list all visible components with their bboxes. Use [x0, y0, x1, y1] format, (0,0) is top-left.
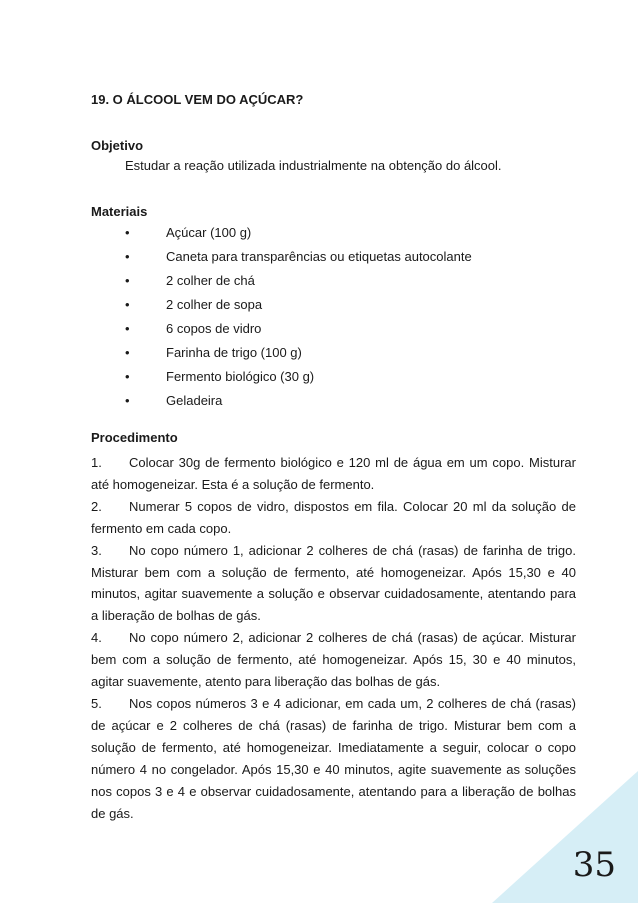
procedure-step	[91, 540, 576, 628]
bullet-icon: •	[125, 369, 130, 384]
page-number: 35	[572, 845, 616, 885]
material-label: Geladeira	[166, 393, 223, 408]
bullet-icon: •	[125, 345, 130, 360]
corner-decoration	[492, 771, 638, 903]
material-label: 6 copos de vidro	[166, 321, 262, 336]
page-title: 19. O ÁLCOOL VEM DO AÇÚCAR?	[91, 92, 304, 107]
procedure-step	[91, 627, 576, 693]
step-text: No copo número 1, adicionar 2 colheres de chá (rasas) de farinha de trigo. Misturar bem com a solução de fermento, até homogeneizar. Após 15,30 e 40 minutos, agitar suavemente a solução e observar cuidadosamente, atentando para a liberação de bolhas de gás.	[91, 542, 576, 624]
material-label: 2 colher de sopa	[166, 297, 263, 312]
bullet-icon: •	[125, 249, 130, 264]
objective-text: Estudar a reação utilizada industrialmente na obtenção do álcool.	[125, 158, 502, 173]
step-number: 3.	[91, 542, 102, 558]
bullet-icon: •	[125, 393, 130, 408]
procedure-steps	[91, 452, 576, 824]
step-text: Colocar 30g de fermento biológico e 120 ml de água em um copo. Misturar até homogeneizar. Esta é a solução de fermento.	[91, 455, 576, 492]
bullet-icon: •	[125, 273, 130, 288]
procedure-step	[91, 496, 576, 540]
step-text: No copo número 2, adicionar 2 colheres de chá (rasas) de açúcar. Misturar bem com a solução de fermento, até homogeneizar. Após 15, 30 e 40 minutos, agitar suavemente, atento para liberação das bolhas de gás.	[91, 630, 576, 690]
material-label: Farinha de trigo (100 g)	[166, 345, 302, 360]
material-label: Caneta para transparências ou etiquetas autocolante	[166, 249, 472, 264]
objective-heading: Objetivo	[91, 138, 144, 153]
bullet-icon: •	[125, 225, 130, 240]
procedure-step	[91, 452, 576, 496]
step-number: 5.	[91, 695, 102, 711]
step-text: Numerar 5 copos de vidro, dispostos em fila. Colocar 20 ml da solução de fermento em cada copo.	[91, 498, 576, 536]
bullet-icon: •	[125, 321, 130, 336]
step-text: Nos copos números 3 e 4 adicionar, em cada um, 2 colheres de chá (rasas) de açúcar e 2 colheres de chá (rasas) de farinha de trigo. Misturar bem com a solução de fermento, até homogeneizar. Imediatamente a seguir, colocar o copo número 4 no congelador. Após 15,30 e 40 minutos, agite suavemente as soluções nos copos 3 e 4 e observar cuidadosamente, atentando para a liberação de bolhas de gás.	[91, 695, 576, 821]
materials-heading: Materiais	[91, 204, 148, 219]
step-number: 1.	[91, 455, 102, 470]
material-label: 2 colher de chá	[166, 273, 255, 288]
step-number: 4.	[91, 630, 102, 646]
procedure-heading: Procedimento	[91, 430, 178, 445]
bullet-icon: •	[125, 297, 130, 312]
material-label: Açúcar (100 g)	[166, 225, 252, 240]
material-label: Fermento biológico (30 g)	[166, 369, 315, 384]
step-number: 2.	[91, 498, 102, 514]
